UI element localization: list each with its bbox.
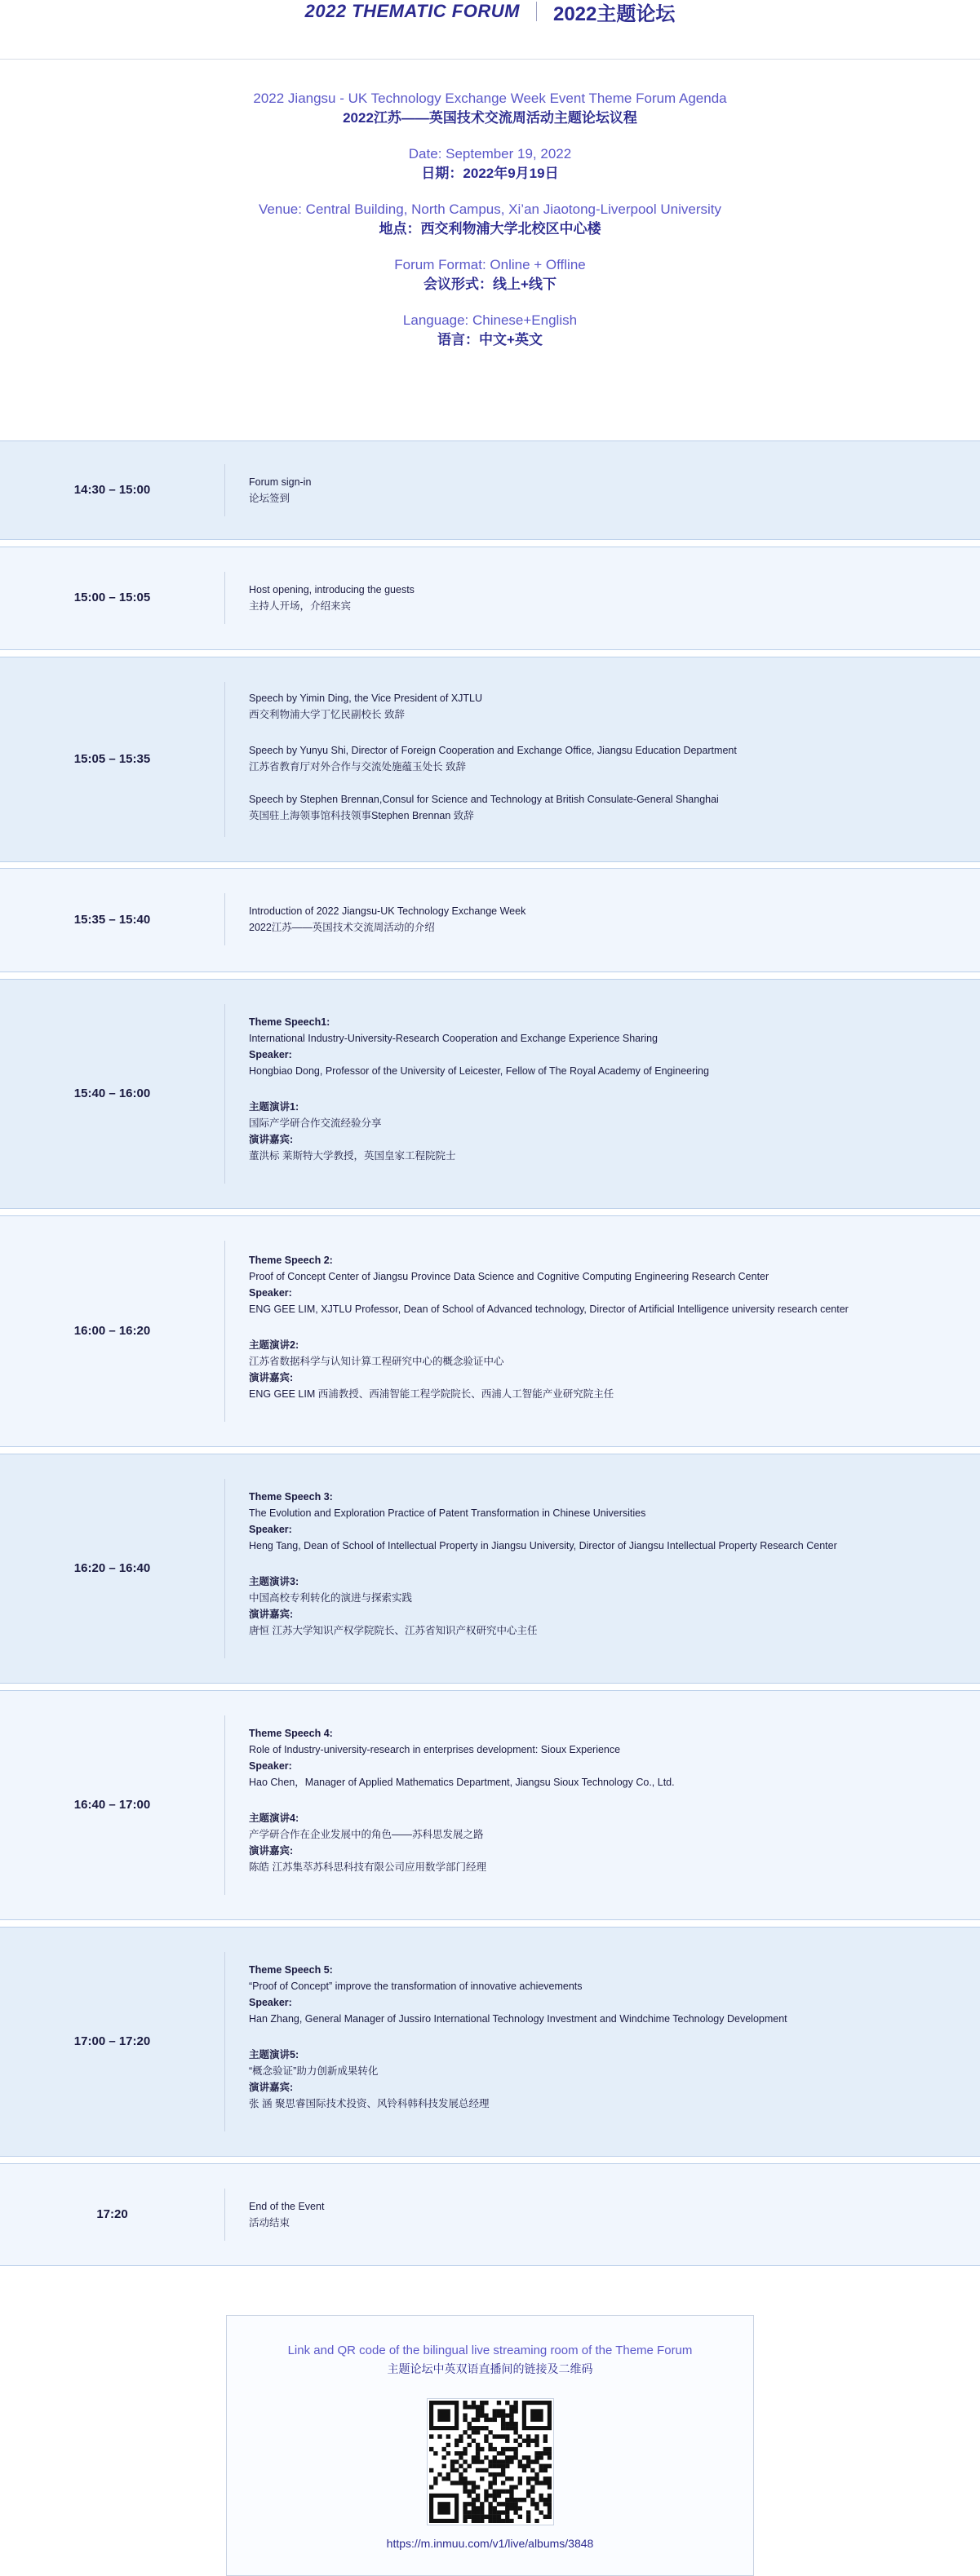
row-divider [224,1479,225,1658]
row-divider [224,572,225,624]
agenda-content [249,1014,951,1164]
agenda-time: 17:20 [96,2207,128,2221]
agenda-row-theme-4 [0,1690,980,1920]
live-stream-title-en: Link and QR code of the bilingual live streaming room of the Theme Forum [287,2344,693,2357]
speaker-en: Han Zhang, General Manager of Jussiro International Technology Investment and Windchime Technology Development [249,2013,787,2025]
theme-title-cn: 主题演讲2: [249,1339,299,1351]
intro-language-cn: 语言：中文+英文 [437,332,543,347]
live-stream-link[interactable]: https://m.inmuu.com/v1/live/albums/3848 [386,2537,594,2550]
header-title-en: 2022 THEMATIC FORUM [304,1,520,21]
theme-topic-en: “Proof of Concept” improve the transformation of innovative achievements [249,1981,583,1992]
speech-line-cn: 西交利物浦大学丁忆民副校长 致辞 [249,709,405,720]
theme-topic-en: International Industry-University-Research Cooperation and Exchange Experience Sharing [249,1033,658,1044]
theme-title-cn: 主题演讲3: [249,1576,299,1587]
intro-venue-cn: 地点：西交利物浦大学北校区中心楼 [379,221,601,237]
page-header [0,0,980,60]
agenda-content [249,690,951,824]
speaker-en: ENG GEE LIM, XJTLU Professor, Dean of School of Advanced technology, Director of Artificial Intelligence university research center [249,1303,849,1315]
agenda-row-opening [0,547,980,650]
agenda-content [249,1725,951,1875]
speech-line-en: Speech by Yunyu Shi, Director of Foreign Cooperation and Exchange Office, Jiangsu Education Department [249,745,737,756]
agenda-content [249,1252,951,1402]
theme-title-cn: 主题演讲4: [249,1812,299,1824]
agenda-time: 16:00 – 16:20 [73,1324,151,1338]
intro-venue [0,200,980,239]
agenda-row-introduction [0,868,980,972]
live-stream-card [226,2315,754,2576]
agenda-time: 14:30 – 15:00 [73,483,151,497]
theme-topic-cn: 国际产学研合作交流经验分享 [249,1118,382,1129]
intro-date-en: Date: September 19, 2022 [408,146,572,162]
intro-language-en: Language: Chinese+English [402,312,578,328]
agenda-row-sign-in [0,440,980,540]
speaker-cn: 陈皓 江苏集萃苏科思科技有限公司应用数学部门经理 [249,1861,486,1873]
intro-date [0,144,980,184]
intro-venue-en: Venue: Central Building, North Campus, Xi’an Jiaotong-Liverpool University [259,201,721,217]
intro-title-en: 2022 Jiangsu - UK Technology Exchange Week Event Theme Forum Agenda [253,91,727,106]
intro-format [0,255,980,294]
agenda-time: 16:40 – 17:00 [73,1798,151,1812]
speaker-cn: 董洪标 莱斯特大学教授，英国皇家工程院院士 [249,1150,456,1162]
agenda-row-theme-3 [0,1454,980,1684]
agenda-line-cn: 2022江苏——英国技术交流周活动的介绍 [249,922,435,933]
intro-date-cn: 日期：2022年9月19日 [421,166,559,181]
theme-topic-cn: 中国高校专利转化的演进与探索实践 [249,1592,413,1604]
speech-line-en: Speech by Yimin Ding, the Vice President of XJTLU [249,693,483,704]
intro-title-cn: 2022江苏——英国技术交流周活动主题论坛议程 [343,110,637,126]
agenda-row-speeches [0,657,980,862]
agenda-line-en: Introduction of 2022 Jiangsu-UK Technology Exchange Week [249,905,526,917]
agenda-content [249,1962,951,2112]
forum-intro [0,60,980,350]
speaker-label-cn: 演讲嘉宾: [249,2082,294,2093]
intro-title [0,89,980,128]
theme-topic-cn: 产学研合作在企业发展中的角色——苏科思发展之路 [249,1829,484,1840]
theme-topic-cn: 江苏省数据科学与认知计算工程研究中心的概念验证中心 [249,1356,504,1367]
theme-title-en: Theme Speech 3: [249,1491,333,1503]
theme-title-cn: 主题演讲1: [249,1101,299,1113]
agenda-content [249,1489,951,1639]
agenda-line-en: End of the Event [249,2201,325,2212]
speaker-cn: ENG GEE LIM 西浦教授、西浦智能工程学院院长、西浦人工智能产业研究院主任 [249,1388,614,1400]
row-divider [224,1952,225,2131]
live-stream-title-cn: 主题论坛中英双语直播间的链接及二维码 [387,2362,593,2375]
agenda-line-en: Forum sign-in [249,476,312,488]
theme-title-cn: 主题演讲5: [249,2049,299,2060]
theme-title-en: Theme Speech 4: [249,1728,333,1739]
agenda-line-en: Host opening, introducing the guests [249,584,415,595]
agenda-time: 15:40 – 16:00 [73,1087,151,1100]
speaker-label-en: Speaker: [249,1760,292,1772]
agenda-content [249,474,951,507]
theme-topic-cn: “概念验证”助力创新成果转化 [249,2065,379,2077]
agenda-content [249,582,951,614]
agenda-row-theme-1 [0,979,980,1209]
speaker-en: Hongbiao Dong, Professor of the University of Leicester, Fellow of The Royal Academy of Engineering [249,1065,709,1077]
agenda-content [249,2198,951,2231]
row-divider [224,2189,225,2241]
agenda-time: 16:20 – 16:40 [73,1561,151,1575]
speech-line-cn: 英国驻上海领事馆科技领事Stephen Brennan 致辞 [249,810,474,821]
theme-topic-en: Role of Industry-university-research in enterprises development: Sioux Experience [249,1744,621,1755]
theme-title-en: Theme Speech 5: [249,1964,333,1976]
speaker-label-en: Speaker: [249,1287,292,1299]
speaker-label-cn: 演讲嘉宾: [249,1372,294,1383]
intro-language [0,311,980,350]
agenda-time: 15:05 – 15:35 [73,752,151,766]
theme-topic-en: Proof of Concept Center of Jiangsu Province Data Science and Cognitive Computing Engineering Research Center [249,1271,769,1282]
intro-format-cn: 会议形式：线上+线下 [423,277,557,292]
speaker-cn: 张 涵 聚思睿国际技术投资、风铃科韩科技发展总经理 [249,2098,490,2109]
row-divider [224,893,225,945]
speech-line-cn: 江苏省教育厅对外合作与交流处施蕴玉处长 致辞 [249,761,466,772]
intro-format-en: Forum Format: Online + Offline [394,257,586,272]
qr-code-image[interactable] [427,2398,554,2525]
theme-topic-en: The Evolution and Exploration Practice of Patent Transformation in Chinese Universities [249,1507,646,1519]
agenda-row-theme-2 [0,1215,980,1447]
speaker-label-cn: 演讲嘉宾: [249,1845,294,1857]
row-divider [224,1715,225,1895]
agenda-row-end [0,2163,980,2266]
agenda-line-cn: 活动结束 [249,2217,290,2229]
agenda-line-cn: 主持人开场，介绍来宾 [249,600,352,612]
qr-code-graphic [429,2401,552,2523]
agenda-time: 15:35 – 15:40 [73,913,151,927]
row-divider [224,682,225,837]
row-divider [224,1004,225,1184]
speaker-label-en: Speaker: [249,1524,292,1535]
speaker-label-en: Speaker: [249,1997,292,2008]
speaker-label-cn: 演讲嘉宾: [249,1134,294,1145]
header-title-cn: 2022主题论坛 [552,2,676,25]
theme-title-en: Theme Speech1: [249,1016,330,1028]
speaker-label-cn: 演讲嘉宾: [249,1609,294,1620]
agenda-line-cn: 论坛签到 [249,493,290,504]
speaker-en: Hao Chen，Manager of Applied Mathematics Department, Jiangsu Sioux Technology Co., Ltd. [249,1777,675,1788]
speaker-en: Heng Tang, Dean of School of Intellectual Property in Jiangsu University, Director of Jiangsu Intellectual Property Research Center [249,1540,837,1551]
agenda-time: 17:00 – 17:20 [73,2034,151,2048]
speaker-cn: 唐恒 江苏大学知识产权学院院长、江苏省知识产权研究中心主任 [249,1625,538,1636]
speaker-label-en: Speaker: [249,1049,292,1060]
header-divider [536,2,537,21]
row-divider [224,464,225,516]
agenda-content [249,903,951,936]
agenda-row-theme-5 [0,1927,980,2157]
row-divider [224,1241,225,1422]
theme-title-en: Theme Speech 2: [249,1255,333,1266]
speech-line-en: Speech by Stephen Brennan,Consul for Science and Technology at British Consulate-General Shanghai [249,794,719,805]
agenda-time: 15:00 – 15:05 [73,591,151,604]
